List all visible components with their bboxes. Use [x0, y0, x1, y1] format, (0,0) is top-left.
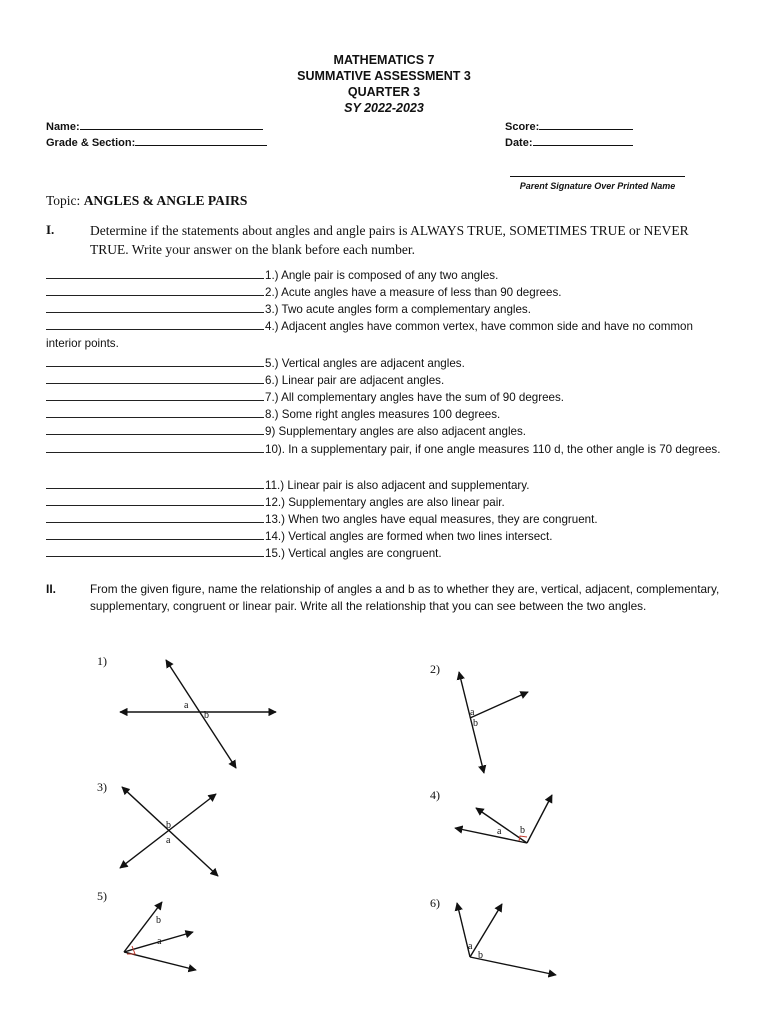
parent-signature-label: Parent Signature Over Printed Name	[519, 181, 676, 191]
topic-label: Topic:	[46, 193, 81, 208]
fig4-angle-a: a	[497, 826, 502, 837]
list-item: 14.) Vertical angles are formed when two lines intersect.	[46, 527, 726, 545]
figure-label-5: 5)	[97, 889, 107, 903]
figure-label-1: 1)	[97, 654, 107, 668]
list-item: 3.) Two acute angles form a complementary angles.	[46, 300, 726, 318]
fig1-angle-a: a	[184, 700, 189, 711]
fig2-angle-b: b	[473, 718, 478, 729]
grade-section-label: Grade & Section:	[46, 137, 136, 149]
fig1-angle-b: b	[204, 710, 209, 721]
topic-value: ANGLES & ANGLE PAIRS	[83, 193, 248, 208]
part1-numeral: I.	[46, 222, 55, 237]
fig2-angle-a: a	[470, 707, 475, 718]
part1-instructions: Determine if the statements about angles and angle pairs is ALWAYS TRUE, SOMETIMES TRUE or NEVER TRUE. Write your answer on the blank before each number.	[90, 223, 689, 257]
list-item: 12.) Supplementary angles are also linear pair.	[46, 493, 726, 511]
part2-numeral: II.	[46, 582, 57, 596]
list-item: 4.) Adjacent angles have common vertex, have common side and have no common interior points.	[46, 317, 726, 352]
subject-title: MATHEMATICS 7	[333, 53, 435, 67]
list-item: 9) Supplementary angles are also adjacent angles.	[46, 422, 726, 440]
list-item: 15.) Vertical angles are congruent.	[46, 544, 726, 562]
figure-3	[120, 787, 218, 876]
date-label: Date:	[505, 137, 533, 149]
list-item: 13.) When two angles have equal measures, they are congruent.	[46, 510, 726, 528]
score-label: Score:	[505, 121, 540, 133]
assessment-title: SUMMATIVE ASSESSMENT 3	[297, 69, 471, 83]
school-year: SY 2022-2023	[344, 101, 424, 115]
list-item: 2.) Acute angles have a measure of less than 90 degrees.	[46, 283, 726, 301]
list-item: 11.) Linear pair is also adjacent and supplementary.	[46, 476, 726, 494]
list-item: 6.) Linear pair are adjacent angles.	[46, 371, 726, 389]
figure-6	[457, 903, 556, 975]
part2-instructions: From the given figure, name the relationship of angles a and b as to whether they are, vertical, adjacent, complementary, supplementary, congruent or linear pair. Write all the relationship that you can see between the two angles.	[90, 582, 720, 613]
list-item: 10). In a supplementary pair, if one angle measures 110 d, the other angle is 70 degrees.	[46, 440, 726, 458]
figure-1	[120, 660, 276, 768]
fig5-angle-a: a	[157, 936, 162, 947]
figure-label-4: 4)	[430, 788, 440, 802]
quarter-title: QUARTER 3	[347, 85, 421, 99]
list-item: 7.) All complementary angles have the sum of 90 degrees.	[46, 388, 726, 406]
fig6-angle-a: a	[468, 941, 473, 952]
list-item: 8.) Some right angles measures 100 degrees.	[46, 405, 726, 423]
fig3-angle-a: a	[166, 835, 171, 846]
fig5-angle-b: b	[156, 915, 161, 926]
name-label: Name:	[46, 121, 80, 133]
list-item: 5.) Vertical angles are adjacent angles.	[46, 354, 726, 372]
fig4-angle-b: b	[520, 825, 525, 836]
figure-label-3: 3)	[97, 780, 107, 794]
fig6-angle-b: b	[478, 950, 483, 961]
figure-label-6: 6)	[430, 896, 440, 910]
figure-label-2: 2)	[430, 662, 440, 676]
figure-4	[455, 795, 552, 843]
figure-2	[459, 672, 528, 773]
list-item: 1.) Angle pair is composed of any two angles.	[46, 266, 726, 284]
fig3-angle-b: b	[166, 820, 171, 831]
